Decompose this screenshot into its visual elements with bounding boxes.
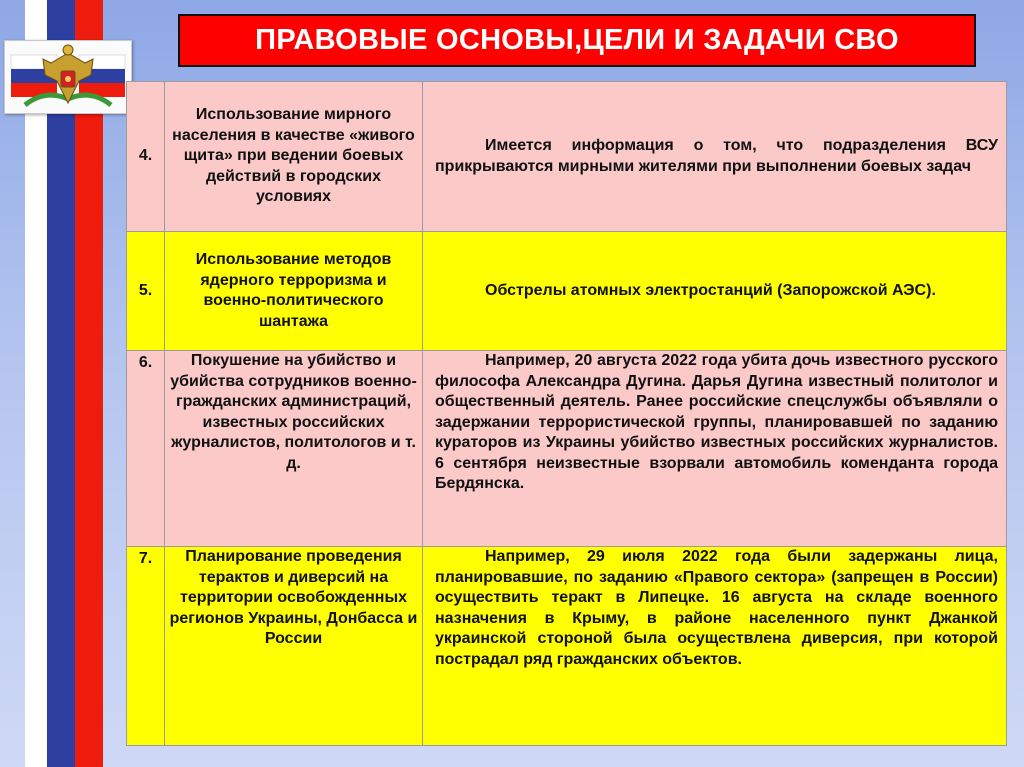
- table-row: [127, 232, 1007, 351]
- coat-of-arms-icon: [5, 41, 131, 113]
- row-crime: Использование мирного населения в качестве «живого щита» при ведении боевых действий в городских условиях: [165, 82, 423, 232]
- table-row: [127, 82, 1007, 232]
- row-crime: Использование методов ядерного терроризма и военно-политического шантажа: [165, 232, 423, 351]
- row-crime: Планирование проведения терактов и диверсий на территории освобожденных регионов Украины, Донбасса и России: [165, 547, 423, 746]
- row-crime: Покушение на убийство и убийства сотрудников военно-гражданских администраций, известных российских журналистов, политологов и т. д.: [165, 351, 423, 547]
- stripe-white: [25, 0, 47, 767]
- table-row: [127, 351, 1007, 547]
- row-description: Например, 20 августа 2022 года убита дочь известного русского философа Александра Дугина. Дарья Дугина известный политолог и общественный деятель. Ранее российские спецслужбы объявляли о задержании террористической группы, планировавшей по заданию кураторов из Украины убийство известных российских журналистов. 6 сентября неизвестные взорвали автомобиль коменданта города Бердянска.: [423, 351, 1007, 547]
- table-row: [127, 547, 1007, 746]
- row-number: 7.: [127, 547, 165, 746]
- row-description: Например, 29 июля 2022 года были задержаны лица, планировавшие, по заданию «Правого сектора» (запрещен в России) осуществить теракт в Липецке. 16 августа на складе военного назначения в Крыму, в районе населенного пункт Джанкой украинской стороной была осуществлена диверсия, при которой пострадал ряд гражданских объектов.: [423, 547, 1007, 746]
- row-description: Имеется информация о том, что подразделения ВСУ прикрываются мирными жителями при выполнении боевых задач: [423, 82, 1007, 232]
- row-number: 4.: [127, 82, 165, 232]
- title-banner: [178, 14, 976, 67]
- stripe-blue: [47, 0, 75, 767]
- stripe-red: [75, 0, 103, 767]
- row-number: 5.: [127, 232, 165, 351]
- row-description: Обстрелы атомных электростанций (Запорожской АЭС).: [423, 232, 1007, 351]
- row-number: 6.: [127, 351, 165, 547]
- page-title: ПРАВОВЫЕ ОСНОВЫ,ЦЕЛИ И ЗАДАЧИ СВО: [255, 24, 899, 56]
- content-table: [126, 81, 1006, 745]
- emblem: [4, 40, 132, 114]
